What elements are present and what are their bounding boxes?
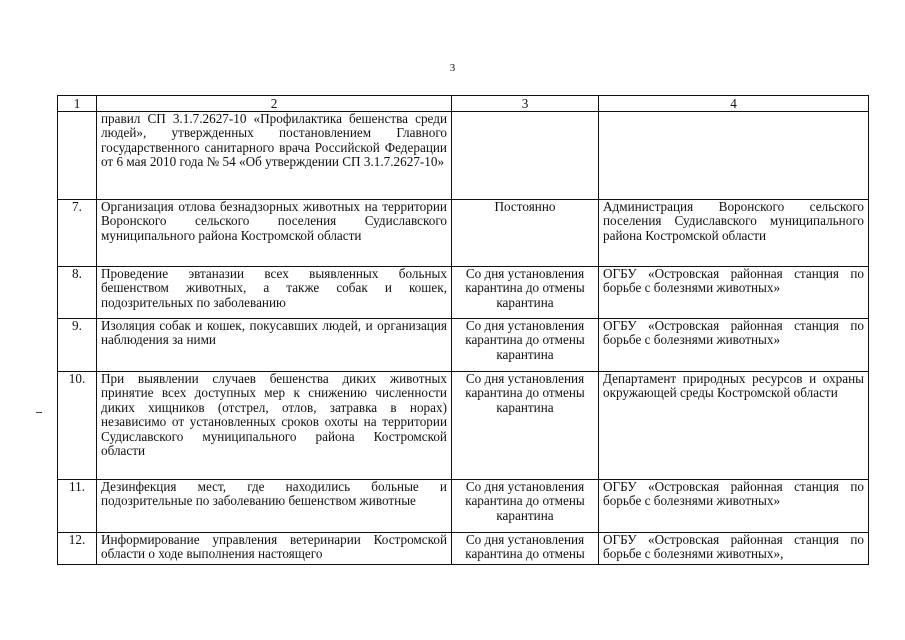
table-row bbox=[58, 112, 869, 200]
measures-table bbox=[57, 95, 869, 565]
row-number: 10. bbox=[58, 372, 97, 480]
row-responsible: ОГБУ «Островская районная станция по борьбе с болезнями животных» bbox=[599, 319, 869, 372]
row-responsible: ОГБУ «Островская районная станция по борьбе с болезнями животных», bbox=[599, 533, 869, 565]
row-responsible: Администрация Воронского сельского поселения Судиславского муниципального района Костромской области bbox=[599, 200, 869, 267]
row-action: Информирование управления ветеринарии Костромской области о ходе выполнения настоящего bbox=[97, 533, 452, 565]
row-responsible bbox=[599, 112, 869, 200]
row-term: Со дня установления карантина до отмены карантина bbox=[452, 267, 599, 319]
header-col-1: 1 bbox=[58, 96, 97, 112]
row-term: Постоянно bbox=[452, 200, 599, 267]
header-col-4: 4 bbox=[599, 96, 869, 112]
row-responsible: Департамент природных ресурсов и охраны окружающей среды Костромской области bbox=[599, 372, 869, 480]
header-col-2: 2 bbox=[97, 96, 452, 112]
table-row bbox=[58, 533, 869, 565]
row-action: Организация отлова безнадзорных животных на территории Воронского сельского поселения Судиславского муниципального района Костромской области bbox=[97, 200, 452, 267]
row-responsible: ОГБУ «Островская районная станция по борьбе с болезнями животных» bbox=[599, 267, 869, 319]
row-term bbox=[452, 112, 599, 200]
row-action: Дезинфекция мест, где находились больные и подозрительные по заболеванию бешенством животные bbox=[97, 480, 452, 533]
table-row bbox=[58, 319, 869, 372]
row-number: 7. bbox=[58, 200, 97, 267]
table-row bbox=[58, 372, 869, 480]
row-responsible: ОГБУ «Островская районная станция по борьбе с болезнями животных» bbox=[599, 480, 869, 533]
table-row bbox=[58, 267, 869, 319]
row-number: 11. bbox=[58, 480, 97, 533]
page-number: 3 bbox=[449, 62, 456, 74]
row-action: Проведение эвтаназии всех выявленных больных бешенством животных, а также собак и кошек, подозрительных по заболеванию bbox=[97, 267, 452, 319]
row-number: 9. bbox=[58, 319, 97, 372]
header-col-3: 3 bbox=[452, 96, 599, 112]
margin-mark bbox=[36, 412, 42, 413]
row-term: Со дня установления карантина до отмены карантина bbox=[452, 480, 599, 533]
table-row bbox=[58, 200, 869, 267]
row-number: 8. bbox=[58, 267, 97, 319]
table-header-row bbox=[58, 96, 869, 112]
table-row bbox=[58, 480, 869, 533]
row-term: Со дня установления карантина до отмены карантина bbox=[452, 319, 599, 372]
row-number bbox=[58, 112, 97, 200]
row-action: правил СП 3.1.7.2627-10 «Профилактика бешенства среди людей», утвержденных постановлением Главного государственного санитарного врача Российской Федерации от 6 мая 2010 года № 54 «Об утверждении СП 3.1.7.2627-10» bbox=[97, 112, 452, 200]
row-term: Со дня установления карантина до отмены карантина bbox=[452, 372, 599, 480]
row-number: 12. bbox=[58, 533, 97, 565]
row-term: Со дня установления карантина до отмены bbox=[452, 533, 599, 565]
row-action: Изоляция собак и кошек, покусавших людей, и организация наблюдения за ними bbox=[97, 319, 452, 372]
row-action: При выявлении случаев бешенства диких животных принятие всех доступных мер к снижению численности диких хищников (отстрел, отлов, затравка в норах) независимо от установленных сроков охоты на территории Судиславского муниципального района Костромской области bbox=[97, 372, 452, 480]
